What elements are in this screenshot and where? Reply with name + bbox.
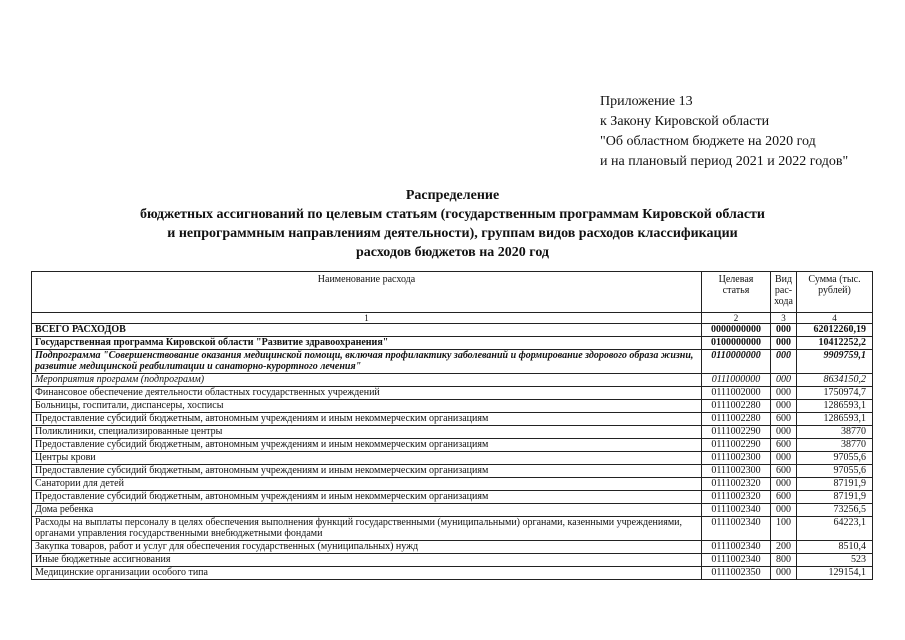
row-name: Финансовое обеспечение деятельности областных государственных учреждений — [32, 387, 702, 400]
row-code: 0111002300 — [702, 465, 771, 478]
header-code: Целевая статья — [702, 272, 771, 313]
row-sum: 8634150,2 — [797, 374, 873, 387]
table-row — [32, 517, 873, 541]
row-name: ВСЕГО РАСХОДОВ — [32, 324, 702, 337]
row-sum: 87191,9 — [797, 491, 873, 504]
row-code: 0111002290 — [702, 426, 771, 439]
row-code: 0111002290 — [702, 439, 771, 452]
row-sum: 38770 — [797, 426, 873, 439]
row-code: 0111002000 — [702, 387, 771, 400]
table-row — [32, 400, 873, 413]
row-vid: 100 — [771, 517, 797, 541]
row-name: Предоставление субсидий бюджетным, автономным учреждениям и иным некоммерческим организациям — [32, 439, 702, 452]
col-number: 1 — [32, 313, 702, 324]
row-name: Предоставление субсидий бюджетным, автономным учреждениям и иным некоммерческим организациям — [32, 465, 702, 478]
row-vid: 000 — [771, 567, 797, 580]
appendix-line: к Закону Кировской области — [600, 114, 770, 129]
table-row — [32, 491, 873, 504]
row-code: 0110000000 — [702, 350, 771, 374]
row-code: 0111002280 — [702, 400, 771, 413]
table-row — [32, 324, 873, 337]
row-vid: 600 — [771, 465, 797, 478]
row-name: Больницы, госпитали, диспансеры, хосписы — [32, 400, 702, 413]
row-vid: 000 — [771, 504, 797, 517]
header-vid: Вид рас- хода — [771, 272, 797, 313]
row-name: Расходы на выплаты персоналу в целях обеспечения выполнения функций государственными (муниципальными) органами, казенными учреждениями, органами управления государственными внебюджетными фондами — [32, 517, 702, 541]
row-name: Закупка товаров, работ и услуг для обеспечения государственных (муниципальных) нужд — [32, 541, 702, 554]
row-name: Центры крови — [32, 452, 702, 465]
row-sum: 523 — [797, 554, 873, 567]
row-vid: 000 — [771, 400, 797, 413]
row-code: 0111002320 — [702, 478, 771, 491]
row-sum: 64223,1 — [797, 517, 873, 541]
table-row — [32, 337, 873, 350]
row-code: 0111002340 — [702, 504, 771, 517]
table-row — [32, 374, 873, 387]
row-sum: 73256,5 — [797, 504, 873, 517]
row-code: 0111002320 — [702, 491, 771, 504]
header-sum: Сумма (тыс. рублей) — [797, 272, 873, 313]
header-name: Наименование расхода — [32, 272, 702, 313]
row-sum: 87191,9 — [797, 478, 873, 491]
appendix-note — [600, 92, 848, 172]
row-vid: 000 — [771, 337, 797, 350]
row-vid: 000 — [771, 452, 797, 465]
row-name: Подпрограмма "Совершенствование оказания медицинской помощи, включая профилактику заболеваний и формирование здорового образа жизни, развитие медицинской реабилитации и санаторно-курортного лечения" — [32, 350, 702, 374]
row-name: Медицинские организации особого типа — [32, 567, 702, 580]
row-name: Дома ребенка — [32, 504, 702, 517]
row-vid: 000 — [771, 426, 797, 439]
row-sum: 9909759,1 — [797, 350, 873, 374]
appendix-line: Приложение 13 — [600, 94, 693, 109]
row-vid: 800 — [771, 554, 797, 567]
row-name: Поликлиники, специализированные центры — [32, 426, 702, 439]
col-number: 4 — [797, 313, 873, 324]
title-line: и непрограммным направлениям деятельности), группам видов расходов классификации — [167, 226, 738, 241]
row-code: 0100000000 — [702, 337, 771, 350]
row-vid: 200 — [771, 541, 797, 554]
table-row — [32, 452, 873, 465]
row-name: Государственная программа Кировской области "Развитие здравоохранения" — [32, 337, 702, 350]
row-vid: 600 — [771, 413, 797, 426]
table-row — [32, 387, 873, 400]
row-sum: 10412252,2 — [797, 337, 873, 350]
appendix-line: и на плановый период 2021 и 2022 годов" — [600, 154, 849, 169]
row-sum: 38770 — [797, 439, 873, 452]
row-sum: 97055,6 — [797, 465, 873, 478]
table-row — [32, 465, 873, 478]
table-row — [32, 504, 873, 517]
table-row — [32, 567, 873, 580]
row-code: 0111002340 — [702, 554, 771, 567]
title-line: Распределение — [405, 188, 500, 203]
row-code: 0111002340 — [702, 517, 771, 541]
row-code: 0111002300 — [702, 452, 771, 465]
document-title — [0, 186, 905, 262]
row-code: 0111002340 — [702, 541, 771, 554]
table-row — [32, 478, 873, 491]
row-vid: 000 — [771, 478, 797, 491]
table-row — [32, 350, 873, 374]
row-vid: 000 — [771, 324, 797, 337]
table-row — [32, 426, 873, 439]
row-sum: 97055,6 — [797, 452, 873, 465]
row-name: Предоставление субсидий бюджетным, автономным учреждениям и иным некоммерческим организациям — [32, 491, 702, 504]
row-sum: 129154,1 — [797, 567, 873, 580]
row-code: 0111002350 — [702, 567, 771, 580]
row-sum: 1750974,7 — [797, 387, 873, 400]
row-vid: 600 — [771, 439, 797, 452]
row-code: 0111002280 — [702, 413, 771, 426]
column-number-row — [32, 313, 873, 324]
row-code: 0000000000 — [702, 324, 771, 337]
row-sum: 62012260,19 — [797, 324, 873, 337]
row-vid: 600 — [771, 491, 797, 504]
appendix-line: "Об областном бюджете на 2020 год — [600, 134, 816, 149]
table-row — [32, 413, 873, 426]
row-name: Мероприятия программ (подпрограмм) — [32, 374, 702, 387]
table-header-row — [32, 272, 873, 313]
row-vid: 000 — [771, 387, 797, 400]
col-number: 2 — [702, 313, 771, 324]
row-code: 0111000000 — [702, 374, 771, 387]
row-sum: 1286593,1 — [797, 413, 873, 426]
table-row — [32, 541, 873, 554]
title-line: расходов бюджетов на 2020 год — [356, 245, 549, 260]
budget-table — [31, 271, 873, 580]
row-name: Предоставление субсидий бюджетным, автономным учреждениям и иным некоммерческим организациям — [32, 413, 702, 426]
table-row — [32, 439, 873, 452]
row-name: Иные бюджетные ассигнования — [32, 554, 702, 567]
title-line: бюджетных ассигнований по целевым статьям (государственным программам Кировской области — [140, 207, 765, 222]
col-number: 3 — [771, 313, 797, 324]
row-sum: 8510,4 — [797, 541, 873, 554]
row-name: Санатории для детей — [32, 478, 702, 491]
table-row — [32, 554, 873, 567]
row-sum: 1286593,1 — [797, 400, 873, 413]
row-vid: 000 — [771, 350, 797, 374]
row-vid: 000 — [771, 374, 797, 387]
